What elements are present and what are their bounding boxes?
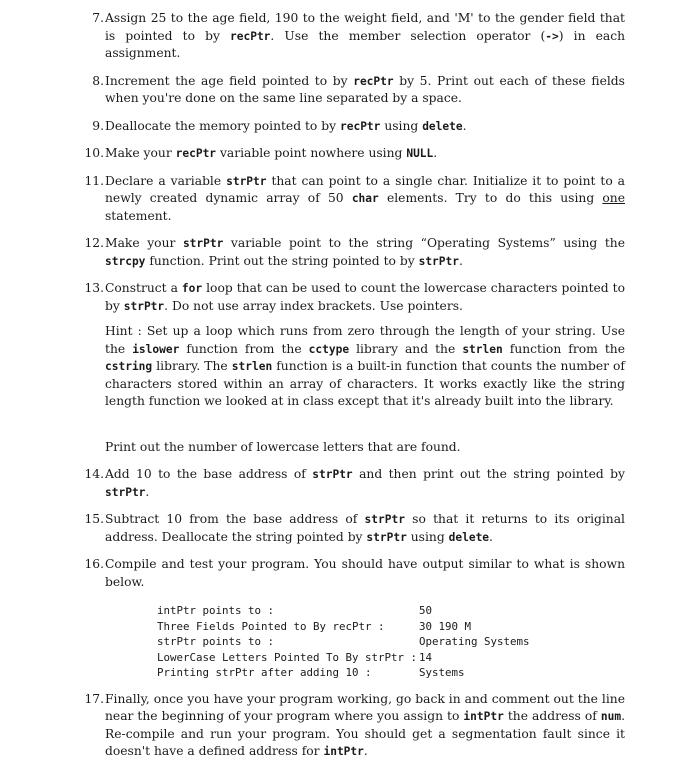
code-term: -> <box>545 29 559 43</box>
item-text: Compile and test your program. You should have output similar to what is shown below. intPtr points to : 50 Three Fields Pointed to By recPtr : 30 190 M strPtr points to : Operating Systems LowerCase Letters Pointed To By strPtr : 14 Printing strPtr after adding 10 : Systems <box>105 557 625 679</box>
code-term: delete <box>448 530 490 544</box>
code-term: num <box>600 710 622 723</box>
item-text: Construct a for loop that can be used to count the lowercase characters pointed to by strPtr. Do not use array index brackets. Use pointers. Hint : Set up a loop which runs from zero through the length of your string. Use the islower function from the cctype library and the strlen function from the cstring library. The strlen function is a built-in function that counts the number of characters stored within an array of characters. It works exactly like the string length function we looked at in class except that it's already built into the library. Print out the number of lowercase letters that are found. <box>105 280 625 456</box>
list-item-9 <box>0 118 700 136</box>
item-number: 15. <box>84 512 104 526</box>
item-number: 11. <box>84 173 104 188</box>
hint-paragraph: Hint : Set up a loop which runs from zero through the length of your string. Use the islower function from the cctype library and the strlen function from the cstring library. The strlen function is a built-in function that counts the number of characters stored within an array of characters. It works exactly like the string length function we looked at in class except that it's already built into the library. <box>105 324 625 408</box>
code-term: NULL <box>406 147 434 160</box>
output-line: LowerCase Letters Pointed To By strPtr : 14 <box>157 650 433 664</box>
item-number: 14. <box>84 467 104 481</box>
code-term: strlen <box>231 360 273 373</box>
list-item-7 <box>0 10 700 63</box>
code-term: cctype <box>308 342 350 356</box>
follow-up-instruction: Print out the number of lowercase letters that are found. <box>105 439 461 454</box>
item-text: Add 10 to the base address of strPtr and then print out the string pointed by strPtr. <box>105 467 625 499</box>
list-item-14 <box>0 466 700 501</box>
code-term: strPtr <box>123 299 165 313</box>
list-item-17 <box>0 691 700 761</box>
item-number: 12. <box>84 236 104 250</box>
output-line: strPtr points to : Operating Systems <box>157 635 530 648</box>
item-number: 7. <box>92 11 104 25</box>
item-text: Assign 25 to the age field, 190 to the weight field, and 'M' to the gender field that is pointed to by recPtr. Use the member selection operator (->) in each assignment. <box>105 11 625 60</box>
code-term: strPtr <box>364 513 405 526</box>
code-term: strPtr <box>418 254 459 268</box>
list-item-11 <box>0 173 700 226</box>
code-term: strPtr <box>312 468 353 481</box>
list-item-8 <box>0 73 700 108</box>
output-line: intPtr points to : 50 <box>157 604 433 617</box>
list-item-10 <box>0 145 700 163</box>
code-term: intPtr <box>463 710 504 723</box>
item-text: Finally, once you have your program working, go back in and comment out the line near the beginning of your program where you assign to intPtr the address of num. Re-compile and run your program. You should get a segmentation fault since it doesn't have a defined address for intPtr. <box>105 691 625 758</box>
item-number: 10. <box>84 146 104 160</box>
output-line: Printing strPtr after adding 10 : Systems <box>157 666 465 679</box>
code-term: strPtr <box>366 530 407 544</box>
code-term: recPtr <box>339 119 381 133</box>
list-item-15 <box>0 511 700 546</box>
item-text: Declare a variable strPtr that can point to a single char. Initialize it to point to a newly created dynamic array of 50 char elements. Try to do this using one statement. <box>105 173 626 223</box>
code-term: islower <box>132 342 180 356</box>
item-text: Subtract 10 from the base address of strPtr so that it returns to its original address. Deallocate the string pointed by strPtr using delete. <box>105 512 625 544</box>
output-line: Three Fields Pointed to By recPtr : 30 190 M <box>157 619 472 633</box>
code-term: intPtr <box>323 745 364 758</box>
code-term: strPtr <box>226 174 267 188</box>
code-term: delete <box>422 119 463 133</box>
code-term: char <box>351 192 379 205</box>
list-item-13 <box>0 280 700 456</box>
item-text: Make your strPtr variable point to the string “Operating Systems” using the strcpy function. Print out the string pointed to by strPtr. <box>105 236 625 268</box>
code-term: recPtr <box>353 74 394 88</box>
item-number: 9. <box>92 118 104 133</box>
item-number: 16. <box>84 557 104 571</box>
code-term: recPtr <box>230 29 271 43</box>
code-term: recPtr <box>175 147 217 160</box>
code-term: strPtr <box>182 237 224 250</box>
item-number: 13. <box>84 281 104 295</box>
item-number: 8. <box>92 73 104 88</box>
code-term: strPtr <box>105 485 146 499</box>
list-item-16 <box>0 556 700 681</box>
item-text: Deallocate the memory pointed to by recPtr using delete. <box>105 118 467 133</box>
document-page <box>0 10 700 771</box>
underlined-word: one <box>602 191 626 205</box>
code-term: strcpy <box>105 254 146 268</box>
item-text: Make your recPtr variable point nowhere using NULL. <box>105 146 438 160</box>
list-item-12 <box>0 235 700 270</box>
code-term: strlen <box>462 342 503 356</box>
code-term: cstring <box>105 360 153 373</box>
item-text: Increment the age field pointed to by recPtr by 5. Print out each of these fields when you're done on the same line separated by a space. <box>105 73 625 105</box>
program-output-block <box>157 603 625 681</box>
item-number: 17. <box>84 691 104 706</box>
code-term: for <box>181 282 203 295</box>
